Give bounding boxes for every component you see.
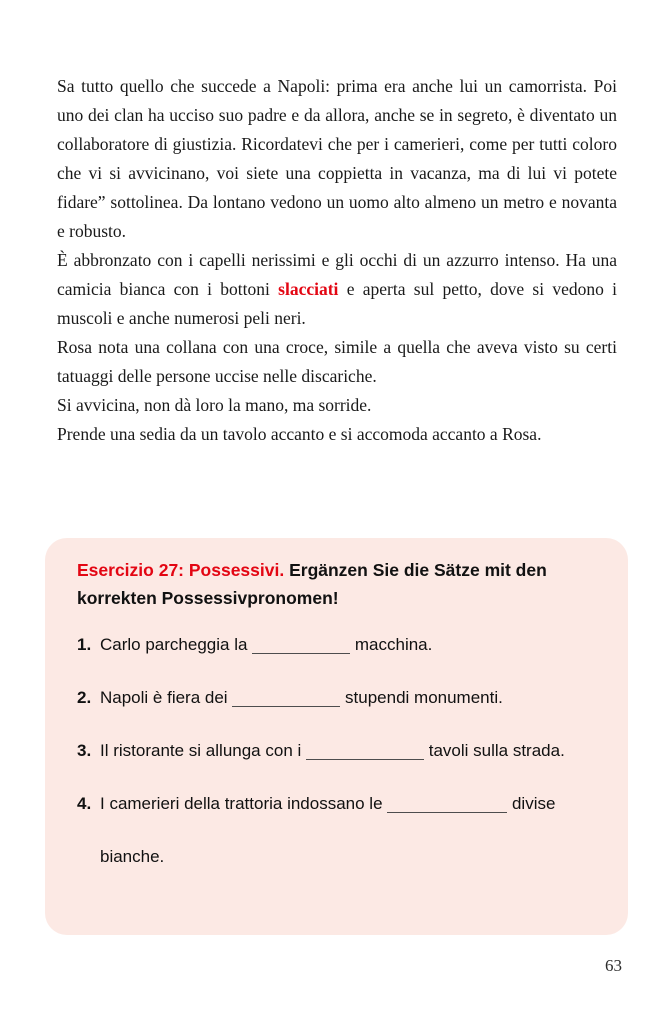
story-paragraph-2	[57, 246, 617, 333]
story-paragraph-3: Rosa nota una collana con una croce, simile a quella che aveva visto su certi tatuaggi delle persone uccise nelle discariche.	[57, 337, 617, 386]
exercise-item-3	[77, 724, 600, 777]
exercise-title: Esercizio 27: Possessivi.	[77, 560, 285, 580]
exercise-item-4-text-before: I camerieri della trattoria indossano le	[100, 794, 388, 813]
story-paragraph-1: Sa tutto quello che succede a Napoli: prima era anche lui un camorrista. Poi uno dei clan ha ucciso suo padre e da allora, anche se in segreto, è diventato un collaboratore di giustizia. Ricordatevi che per i camerieri, come per tutti coloro che vi si avvicinano, voi siete una coppietta in vacanza, ma di lui vi potete fidare” sottolinea. Da lontano vedono un uomo alto almeno un metro e novanta e robusto.	[57, 76, 617, 241]
exercise-item-2	[77, 671, 600, 724]
exercise-item-3-text-before: Il ristorante si allunga con i	[100, 741, 306, 760]
exercise-item-2-text-before: Napoli è fiera dei	[100, 688, 233, 707]
exercise-item-1-blank	[252, 651, 350, 654]
exercise-item-list	[77, 618, 600, 883]
story-paragraph-2-after: e aperta sul petto, dove si vedono i muscoli e anche numerosi peli neri.	[57, 279, 617, 328]
exercise-item-2-text-after: stupendi monumenti.	[340, 688, 503, 707]
exercise-item-2-number: 2.	[77, 688, 92, 707]
story-paragraph-4: Si avvicina, non dà loro la mano, ma sorride.	[57, 395, 372, 415]
exercise-item-4-blank	[387, 810, 507, 813]
exercise-box	[45, 538, 628, 935]
page-number: 63	[605, 956, 622, 975]
exercise-heading	[77, 556, 582, 612]
exercise-instruction: Ergänzen Sie die Sätze mit den korrekten Possessivpronomen!	[77, 560, 547, 608]
exercise-item-1-number: 1.	[77, 635, 92, 654]
exercise-item-3-text-after: tavoli sulla strada.	[424, 741, 565, 760]
exercise-item-3-number: 3.	[77, 741, 92, 760]
exercise-item-2-blank	[232, 704, 340, 707]
exercise-item-4-text-after: divise bianche.	[100, 794, 556, 866]
exercise-item-1	[77, 618, 600, 671]
exercise-item-3-blank	[306, 757, 424, 760]
exercise-item-4	[77, 777, 600, 883]
exercise-item-1-text-before: Carlo parcheggia la	[100, 635, 253, 654]
exercise-item-1-text-after: macchina.	[350, 635, 433, 654]
highlight-word-slacciati: slacciati	[278, 279, 339, 299]
story-paragraph-2-before: È abbronzato con i capelli nerissimi e gli occhi di un azzurro intenso. Ha una camicia bianca con i bottoni	[57, 250, 617, 299]
story-text	[57, 72, 617, 492]
exercise-item-4-number: 4.	[77, 794, 92, 813]
story-paragraph-5: Prende una sedia da un tavolo accanto e si accomoda accanto a Rosa.	[57, 424, 542, 444]
